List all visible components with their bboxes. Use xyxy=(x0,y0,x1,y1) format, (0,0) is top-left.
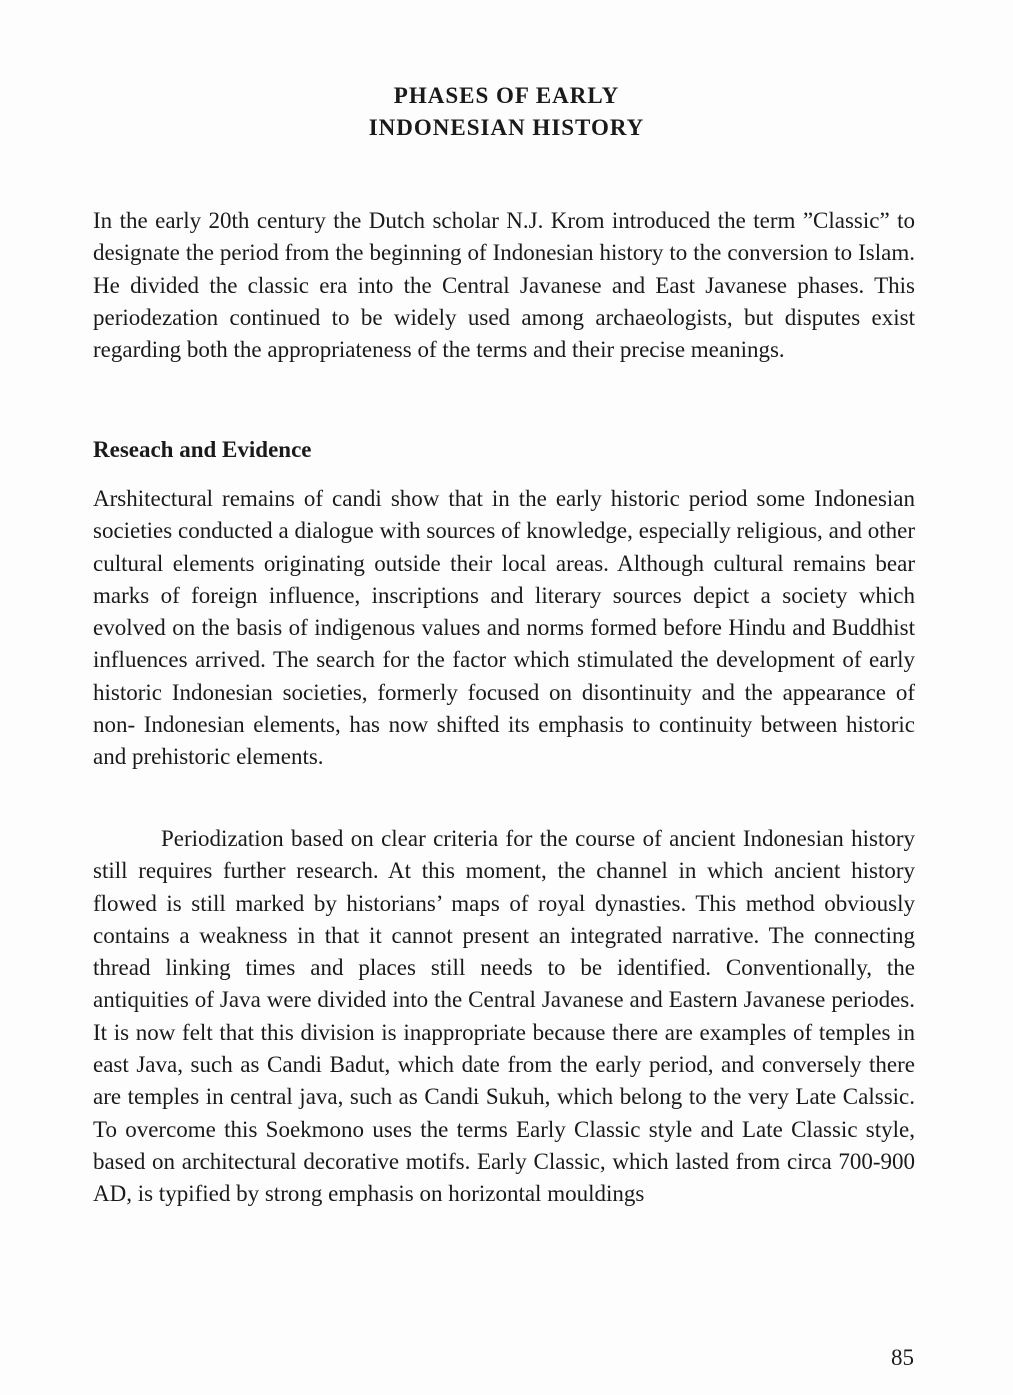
chapter-title-line-1: PHASES OF EARLY xyxy=(393,83,620,108)
chapter-title-line-2: INDONESIAN HISTORY xyxy=(368,115,645,140)
page-number: 85 xyxy=(891,1345,914,1370)
periodization-paragraph: Periodization based on clear criteria for the course of ancient Indonesian history still requires further research. At this moment, the channel in which ancient history flowed is still marked by historians’ maps of royal dynasties. This method obviously contains a weakness in that it cannot present an integrated narrative. The connecting thread linking times and places still needs to be identified. Conventionally, the antiquities of Java were divided into the Central Javanese and Eastern Javanese periodes. It is now felt that this division is inappropriate because there are examples of temples in east Java, such as Candi Badut, which date from the early period, and conversely there are temples in central java, such as Candi Sukuh, which belong to the very Late Calssic. To overcome this Soekmono uses the terms Early Classic style and Late Classic style, based on architectural decorative motifs. Early Classic, which lasted from circa 700-900 AD, is typified by strong emphasis on horizontal mouldings xyxy=(93,826,915,1207)
intro-paragraph: In the early 20th century the Dutch scholar N.J. Krom introduced the term ”Classic” to designate the period from the beginning of Indonesian history to the conversion to Islam. He divided the classic era into the Central Javanese and East Javanese phases. This periodezation continued to be widely used among archaeologists, but disputes exist regarding both the appropriateness of the terms and their precise meanings. xyxy=(93,208,915,363)
research-paragraph: Arshitectural remains of candi show that in the early historic period some Indonesian societies conducted a dialogue with sources of knowledge, especially religious, and other cultural elements originating outside their local areas. Although cultural remains bear marks of foreign influence, inscriptions and literary sources depict a society which evolved on the basis of indigenous values and norms formed before Hindu and Buddhist influences arrived. The search for the factor which stimulated the development of early historic Indonesian societies, formerly focused on disontinuity and the appearance of non- Indonesian elements, has now shifted its emphasis to continuity between historic and prehistoric elements. xyxy=(93,486,915,770)
section-heading: Reseach and Evidence xyxy=(93,437,312,462)
